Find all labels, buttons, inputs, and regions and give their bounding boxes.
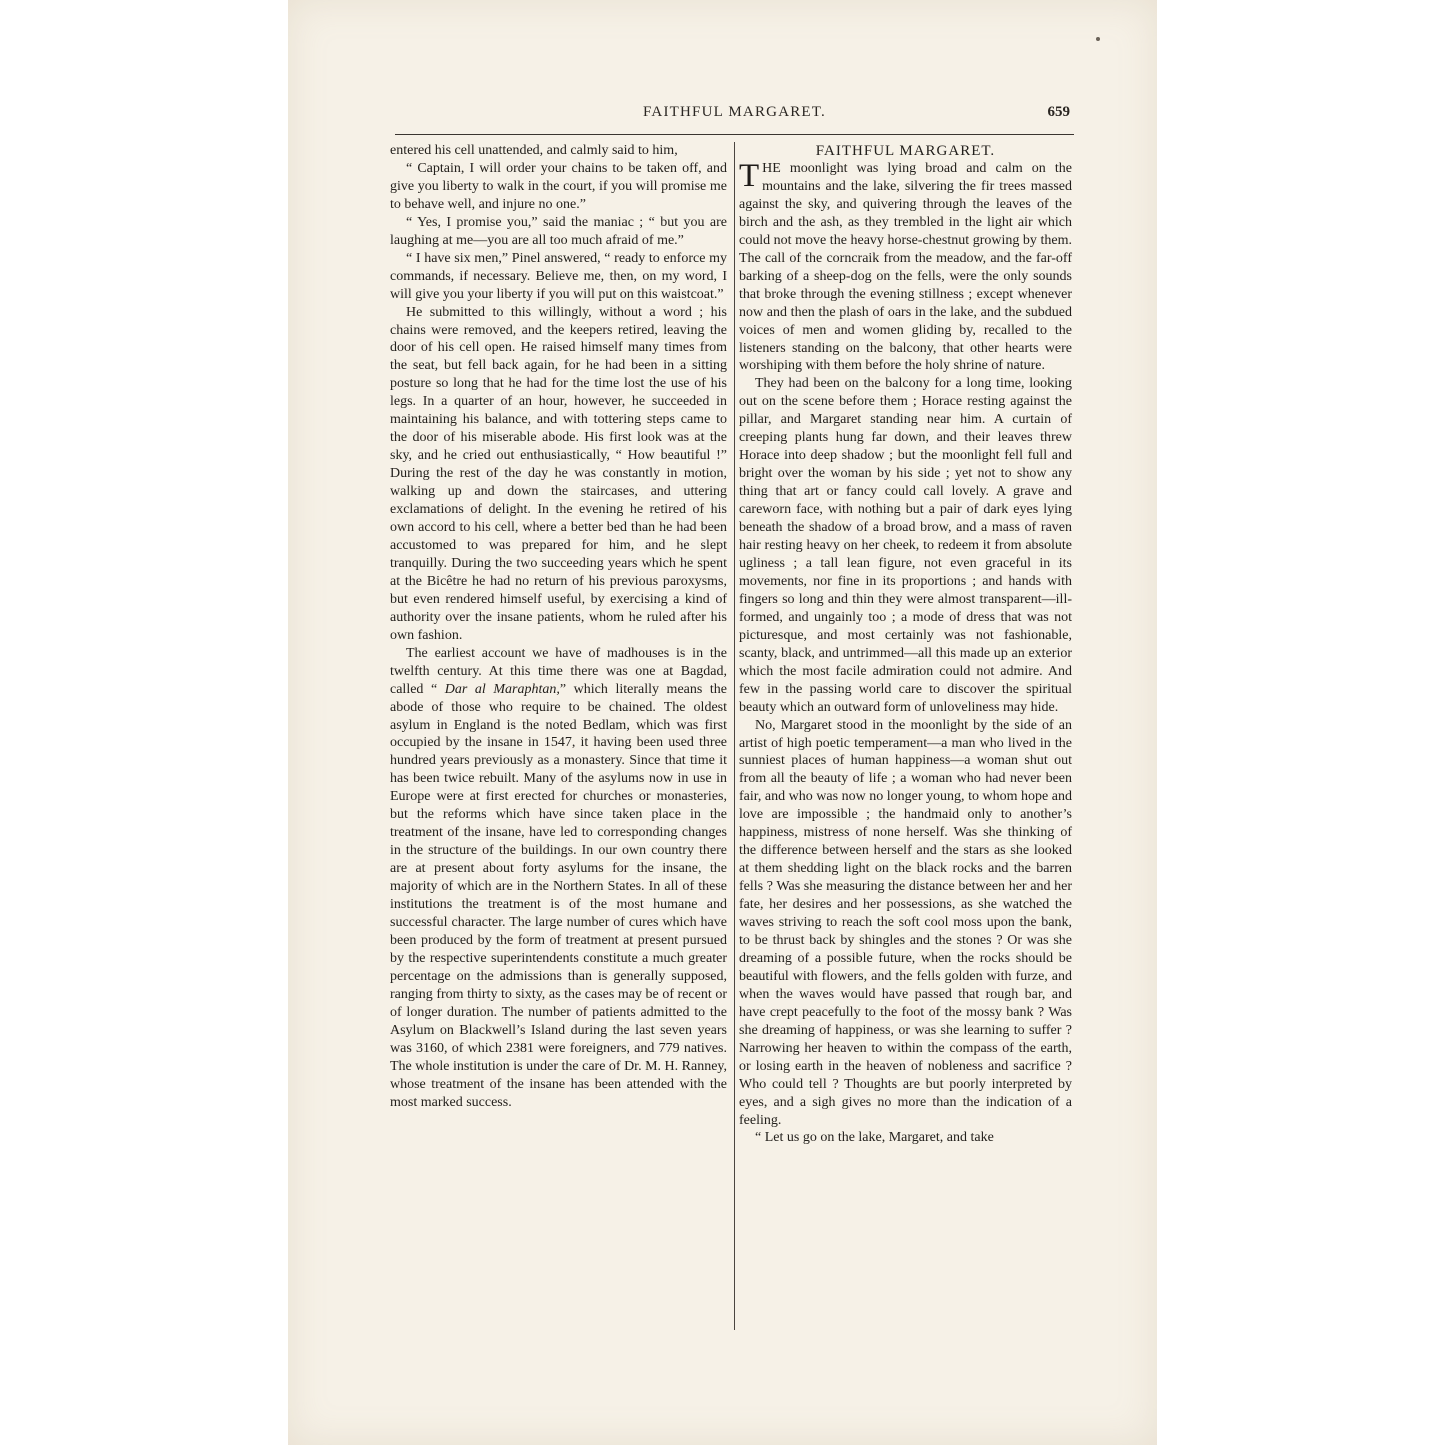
text-run: The earliest account we have of madhouses is in the twelfth century. At this time there was one at Bagdad, called “ xyxy=(390,645,727,697)
right-column xyxy=(739,142,1072,1147)
paragraph: “ Let us go on the lake, Margaret, and take xyxy=(755,1130,994,1146)
paragraph xyxy=(390,645,727,1112)
page-number: 659 xyxy=(1047,104,1070,120)
drop-cap: T xyxy=(739,158,760,194)
paragraph: “ Yes, I promise you,” said the maniac ; “ but you are laughing at me—you are all too much afraid of me.” xyxy=(390,214,727,248)
paragraph: “ Captain, I will order your chains to be taken off, and give you liberty to walk in the court, if you will promise me to behave well, and injure no one.” xyxy=(390,160,727,212)
text-run: HE moonlight was lying broad and calm on the mountains and the lake, silvering the fir trees massed against the sky, and quivering through the leaves of the birch and the ash, as they trembled in the light air which could not move the heavy horse-chestnut growing by them. The call of the corncraik from the meadow, and the far-off barking of a sheep-dog on the fells, were the only sounds that broke through the evening stillness ; except whenever now and then the plash of oars in the lake, and the subdued voices of men and women gliding by, recalled to the listeners standing on the balcony, that other hearts were worshiping with them before the holy shrine of nature. xyxy=(739,161,1072,374)
article-title: FAITHFUL MARGARET. xyxy=(815,143,996,159)
paragraph xyxy=(739,160,1072,375)
running-head xyxy=(395,104,1074,126)
left-column xyxy=(390,142,727,1111)
paragraph: No, Margaret stood in the moonlight by the side of an artist of high poetic temperament—a man who lived in the sunniest places of human happiness—a woman shut out from all the beauty of life ; a woman who had never been fair, and who was now no longer young, to whom hope and love are impossible ; the handmaid only to another’s happiness, mistress of none herself. Was she thinking of the difference between herself and the stars as she looked at them shedding light on the black rocks and the barren fells ? Was she measuring the distance between her and her fate, her desires and her possessions, as she watched the waves striving to reach the soft cool moss upon the bank, to be thrust back by shingles and the stones ? Or was she dreaming of a possible future, when the rocks should be beautiful with flowers, and the fells golden with furze, and when the waves would have passed that rough bar, and have crept peacefully to the foot of the mossy bank ? Was she dreaming of happiness, or was she learning to suffer ? Narrowing her heaven to within the compass of the earth, or losing earth in the heaven of nobleness and sacrifice ? Who could tell ? Thoughts are but poorly interpreted by eyes, and a sigh gives no more than the indication of a feeling. xyxy=(739,717,1072,1128)
paragraph: They had been on the balcony for a long time, looking out on the scene before them ; Horace resting against the pillar, and Margaret standing near him. A curtain of creeping plants hung far down, and their leaves threw Horace into deep shadow ; but the moonlight fell full and bright over the woman by his side ; yet not to show any thing that art or fancy could call lovely. A grave and careworn face, with nothing but a pair of dark eyes lying beneath the shadow of a broad brow, and a mass of raven hair resting heavy on her cheek, to redeem it from absolute ugliness ; a tall lean figure, not even graceful in its movements, nor fine in its proportions ; and hands with fingers so long and thin they were almost transparent—ill-formed, and ungainly too ; a mode of dress that was not picturesque, and most certainly was not fashionable, scanty, black, and untrimmed—all this made up an exterior which the most facile admiration could not admire. And few in the passing world care to discover the spiritual beauty which an outward form of unloveliness may hide. xyxy=(739,376,1072,715)
column-divider xyxy=(734,142,735,1330)
header-rule xyxy=(395,134,1074,135)
paragraph: He submitted to this willingly, without a word ; his chains were removed, and the keepers retired, leaving the door of his cell open. He raised himself many times from the seat, but fell back again, for he had been in a sitting posture so long that he had for the time lost the use of his legs. In a quarter of an hour, however, he succeeded in maintaining his balance, and with tottering steps came to the door of his miserable abode. His first look was at the sky, and he cried out enthusiastically, “ How beautiful !” During the rest of the day he was constantly in motion, walking up and down the staircases, and uttering exclamations of delight. In the evening he retired of his own accord to his cell, where a better bed than he had been accustomed to was prepared for him, and he slept tranquilly. During the two succeeding years which he spent at the Bicêtre he had no return of his previous paroxysms, but even rendered himself useful, by exercising a kind of authority over the insane patients, whom he ruled after his own fashion. xyxy=(390,304,727,643)
paper-blemish xyxy=(1096,37,1100,41)
paragraph: “ I have six men,” Pinel answered, “ ready to enforce my commands, if necessary. Believe me, then, on my word, I will give you your liberty if you will put on this waistcoat.” xyxy=(390,250,727,302)
running-title: FAITHFUL MARGARET. xyxy=(643,104,826,120)
italic-term: Dar al Maraphtan, xyxy=(444,681,560,697)
text-run: ” which literally means the abode of those who require to be chained. The oldest asylum in England is the noted Bedlam, which was first occupied by the insane in 1547, it having been used three hundred years previously as a monastery. Since that time it has been twice rebuilt. Many of the asylums now in use in Europe were at first erected for churches or monasteries, but the reforms which have since taken place in the treatment of the insane, have led to corresponding changes in the structure of the buildings. In our own country there are at present about forty asylums for the insane, the majority of which are in the Northern States. In all of these institutions the treatment is of the most humane and successful character. The large number of cures which have been produced by the form of treatment at present pursued by the respective superintendents constitute a much greater percentage on the admissions than is generally supposed, ranging from thirty to sixty, as the cases may be of recent or of longer duration. The number of patients admitted to the Asylum on Blackwell’s Island during the last seven years was 3160, of which 2381 were foreigners, and 779 natives. The whole institution is under the care of Dr. M. H. Ranney, whose treatment of the insane has been attended with the most marked success. xyxy=(390,681,727,1110)
paragraph: entered his cell unattended, and calmly said to him, xyxy=(390,143,678,158)
